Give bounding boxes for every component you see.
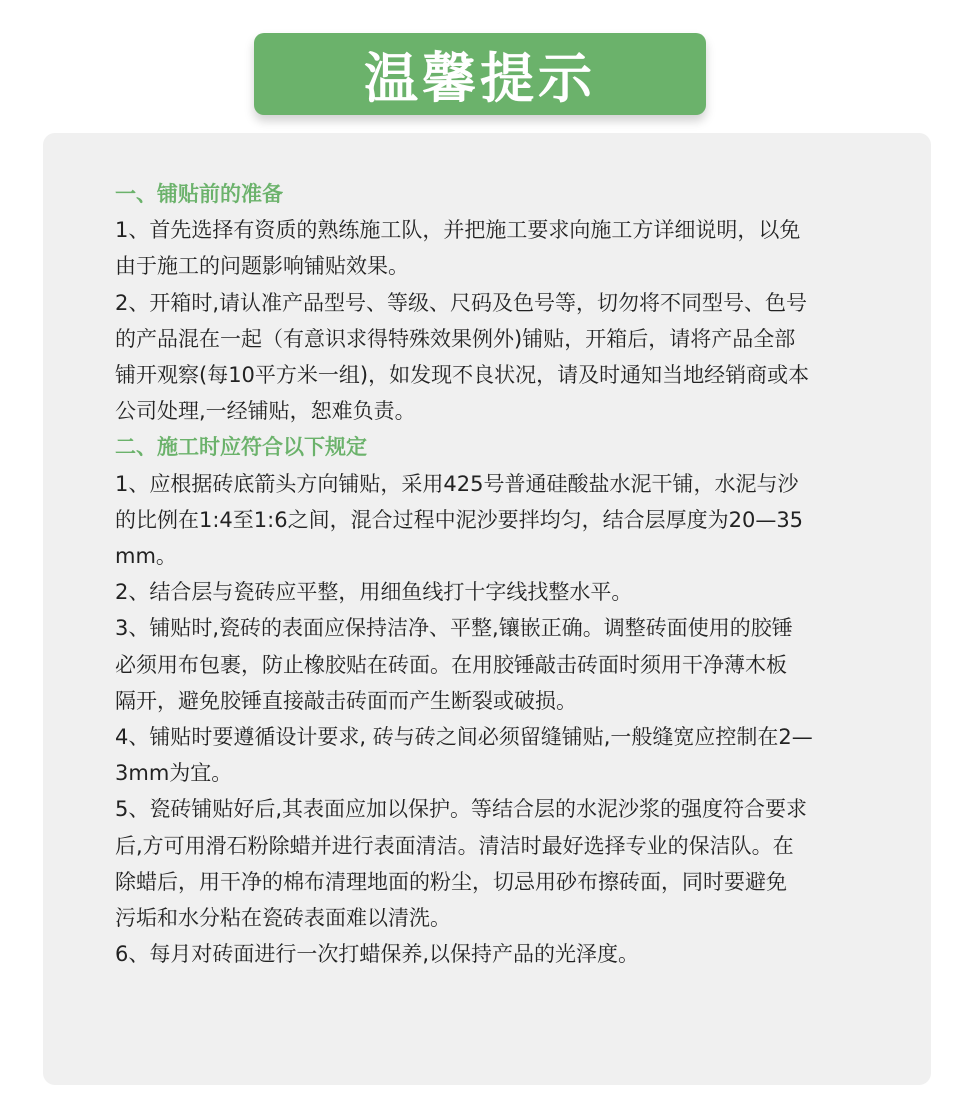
text-line: 5、瓷砖铺贴好后,其表面应加以保护。等结合层的水泥沙浆的强度符合要求 <box>115 797 808 822</box>
notice-content <box>115 176 885 972</box>
title-banner <box>254 33 706 115</box>
text-line: 3、铺贴时,瓷砖的表面应保持洁净、平整,镶嵌正确。调整砖面使用的胶锤 <box>115 616 793 641</box>
text-line: 2、开箱时,请认准产品型号、等级、尺码及色号等，切勿将不同型号、色号 <box>115 290 808 315</box>
text-line: 的比例在1:4至1:6之间，混合过程中泥沙要拌均匀，结合层厚度为20—35 <box>115 507 804 532</box>
text-line: 3mm为宜。 <box>115 761 233 786</box>
text-line: 由于施工的问题影响铺贴效果。 <box>115 254 409 279</box>
text-line: 污垢和水分粘在瓷砖表面难以清洗。 <box>115 906 451 931</box>
text-line: 除蜡后，用干净的棉布清理地面的粉尘，切忌用砂布擦砖面，同时要避免 <box>115 869 787 894</box>
text-line: 6、每月对砖面进行一次打蜡保养,以保持产品的光泽度。 <box>115 942 640 967</box>
page-title: 温馨提示 <box>364 45 596 110</box>
text-line: 的产品混在一起（有意识求得特殊效果例外)铺贴，开箱后，请将产品全部 <box>115 326 796 351</box>
text-line: 2、结合层与瓷砖应平整，用细鱼线打十字线找整水平。 <box>115 580 633 605</box>
text-line: 隔开，避免胶锤直接敲击砖面而产生断裂或破损。 <box>115 688 577 713</box>
section-heading: 二、施工时应符合以下规定 <box>115 435 367 460</box>
text-line: mm。 <box>115 544 177 569</box>
text-line: 铺开观察(每10平方米一组)，如发现不良状况，请及时通知当地经销商或本 <box>115 363 810 388</box>
text-line: 4、铺贴时要遵循设计要求, 砖与砖之间必须留缝铺贴,一般缝宽应控制在2— <box>115 725 813 750</box>
text-line: 1、应根据砖底箭头方向铺贴，采用425号普通硅酸盐水泥干铺，水泥与沙 <box>115 471 799 496</box>
section-heading: 一、铺贴前的准备 <box>115 182 283 206</box>
text-line: 后,方可用滑石粉除蜡并进行表面清洁。清洁时最好选择专业的保洁队。在 <box>115 833 794 858</box>
text-line: 公司处理,一经铺贴，恕难负责。 <box>115 399 416 424</box>
text-line: 必须用布包裹，防止橡胶贴在砖面。在用胶锤敲击砖面时须用干净薄木板 <box>115 652 787 677</box>
text-line: 1、首先选择有资质的熟练施工队，并把施工要求向施工方详细说明，以免 <box>115 218 801 243</box>
